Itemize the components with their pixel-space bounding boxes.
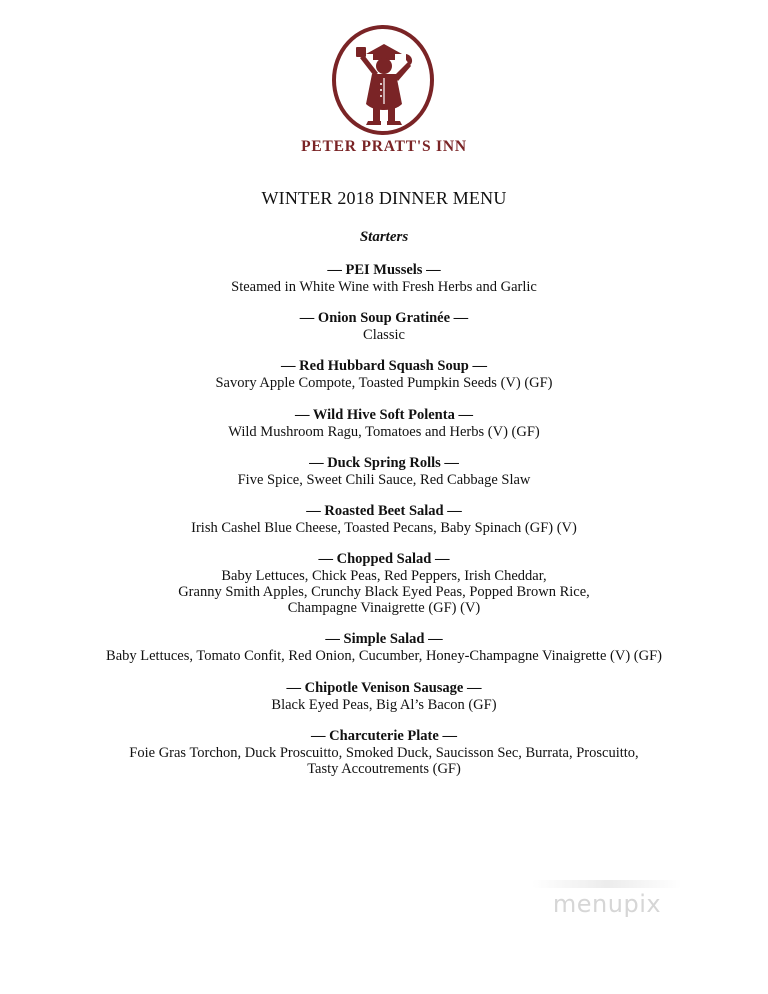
watermark-text: menupix <box>552 890 662 918</box>
menu-item-name: — Onion Soup Gratinée — <box>299 310 469 327</box>
menu-item <box>0 262 768 295</box>
menu-item-description: Irish Cashel Blue Cheese, Toasted Pecans, Baby Spinach (GF) (V) <box>191 519 577 536</box>
menu-item <box>0 631 768 664</box>
menu-item-description: Classic <box>363 327 405 344</box>
pratt-figure-icon <box>330 24 436 136</box>
menu-item-description: Black Eyed Peas, Big Al’s Bacon (GF) <box>271 696 497 713</box>
menu-item-list <box>0 262 768 792</box>
menu-item <box>0 358 768 391</box>
menu-item-name: — Chipotle Venison Sausage — <box>286 679 482 696</box>
menu-item-name: — Roasted Beet Salad — <box>306 502 462 519</box>
menu-item-name: — PEI Mussels — <box>327 262 441 278</box>
menu-item-name: — Duck Spring Rolls — <box>309 454 459 471</box>
menu-item-description: Baby Lettuces, Chick Peas, Red Peppers, Irish Cheddar, <box>221 568 547 585</box>
menu-title: WINTER 2018 DINNER MENU <box>261 188 507 208</box>
section-heading-starters: Starters <box>359 229 409 245</box>
menu-item <box>0 455 768 488</box>
menu-item-name: — Wild Hive Soft Polenta — <box>295 406 473 423</box>
menu-item <box>0 503 768 536</box>
menu-item-name: — Simple Salad — <box>325 631 443 648</box>
menu-item <box>0 310 768 343</box>
menu-item-description: Steamed in White Wine with Fresh Herbs and Garlic <box>231 279 537 295</box>
menu-item-description: Granny Smith Apples, Crunchy Black Eyed Peas, Popped Brown Rice, <box>178 584 590 601</box>
menu-item <box>0 680 768 713</box>
menu-item <box>0 551 768 616</box>
watermark-streak <box>532 880 682 888</box>
menu-item-description: Tasty Accoutrements (GF) <box>307 760 461 777</box>
menu-item-name: — Charcuterie Plate — <box>311 727 457 744</box>
menu-item-description: Baby Lettuces, Tomato Confit, Red Onion, Cucumber, Honey-Champagne Vinaigrette (V) (GF) <box>106 648 662 665</box>
menu-item <box>0 728 768 777</box>
menu-item <box>0 407 768 440</box>
restaurant-logo <box>330 24 436 136</box>
menu-item-description: Savory Apple Compote, Toasted Pumpkin Seeds (V) (GF) <box>215 375 553 392</box>
menu-item-description: Foie Gras Torchon, Duck Proscuitto, Smoked Duck, Saucisson Sec, Burrata, Proscuitto, <box>129 744 639 761</box>
watermark <box>532 876 682 928</box>
menu-item-description: Five Spice, Sweet Chili Sauce, Red Cabbage Slaw <box>237 471 531 488</box>
menu-item-description: Wild Mushroom Ragu, Tomatoes and Herbs (V) (GF) <box>228 423 540 440</box>
menu-item-name: — Chopped Salad — <box>318 551 450 568</box>
menu-item-name: — Red Hubbard Squash Soup — <box>281 358 487 375</box>
restaurant-name: PETER PRATT'S INN <box>301 138 467 155</box>
menu-item-description: Champagne Vinaigrette (GF) (V) <box>287 600 481 617</box>
